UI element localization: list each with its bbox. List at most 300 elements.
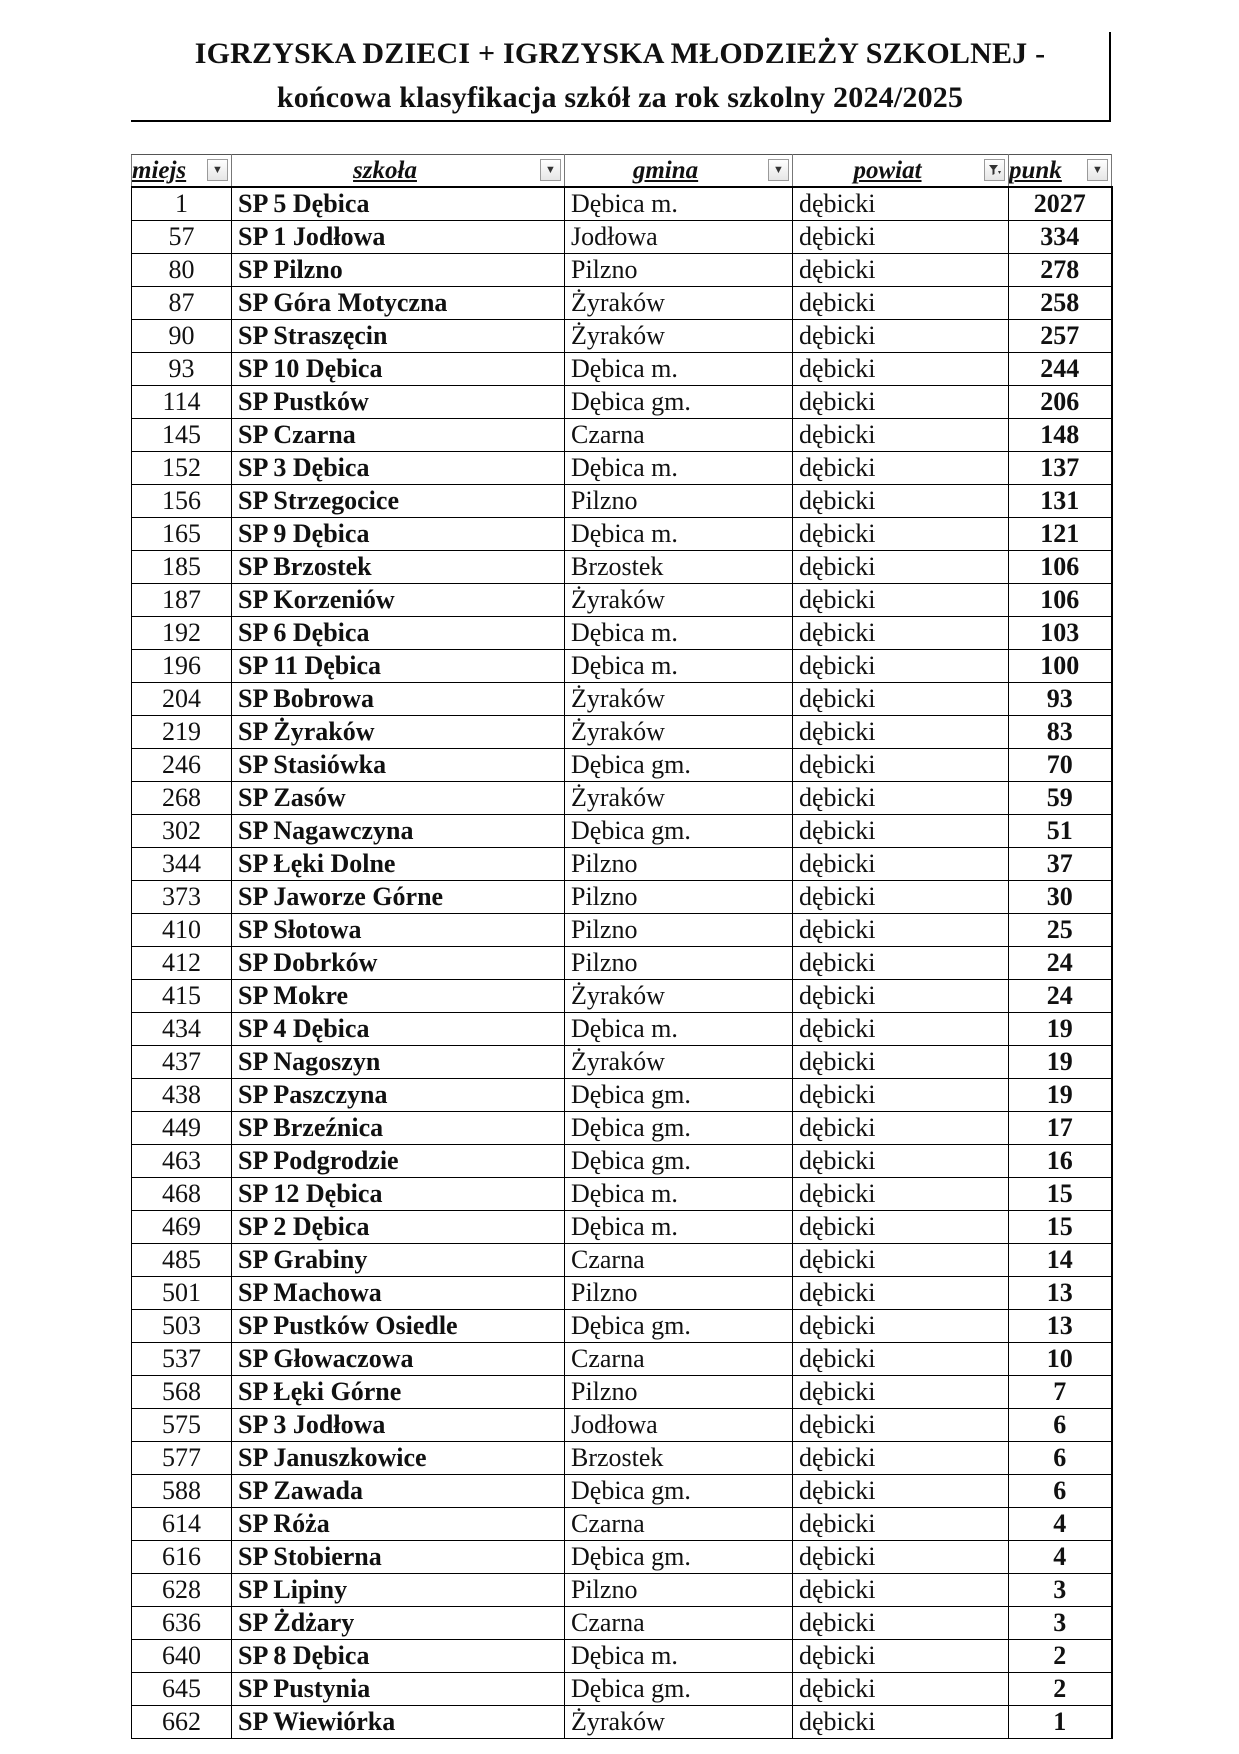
spreadsheet	[131, 32, 1111, 1739]
cell-rank[interactable]: 575	[132, 1409, 232, 1442]
cell-powiat[interactable]: dębicki	[793, 1475, 1009, 1508]
cell-school[interactable]: SP 3 Jodłowa	[232, 1409, 565, 1442]
cell-rank[interactable]: 302	[132, 815, 232, 848]
cell-gmina[interactable]: Czarna	[565, 1508, 793, 1541]
cell-gmina[interactable]: Żyraków	[565, 1046, 793, 1079]
table-row	[132, 617, 1112, 650]
cell-school[interactable]: SP Grabiny	[232, 1244, 565, 1277]
cell-points[interactable]: 334	[1009, 221, 1112, 254]
cell-points[interactable]: 148	[1009, 419, 1112, 452]
cell-points[interactable]: 19	[1009, 1079, 1112, 1112]
cell-gmina[interactable]: Żyraków	[565, 980, 793, 1013]
table-row	[132, 848, 1112, 881]
cell-powiat[interactable]: dębicki	[793, 980, 1009, 1013]
table-row	[132, 1211, 1112, 1244]
cell-school[interactable]: SP Góra Motyczna	[232, 287, 565, 320]
cell-rank[interactable]: 588	[132, 1475, 232, 1508]
cell-school[interactable]: SP Brzeźnica	[232, 1112, 565, 1145]
cell-points[interactable]: 4	[1009, 1541, 1112, 1574]
cell-points[interactable]: 137	[1009, 452, 1112, 485]
cell-powiat[interactable]: dębicki	[793, 287, 1009, 320]
cell-rank[interactable]: 246	[132, 749, 232, 782]
cell-gmina[interactable]: Czarna	[565, 1244, 793, 1277]
cell-rank[interactable]: 373	[132, 881, 232, 914]
cell-rank[interactable]: 187	[132, 584, 232, 617]
cell-points[interactable]: 100	[1009, 650, 1112, 683]
cell-points[interactable]: 15	[1009, 1178, 1112, 1211]
cell-school[interactable]: SP 8 Dębica	[232, 1640, 565, 1673]
cell-powiat[interactable]: dębicki	[793, 1079, 1009, 1112]
cell-points[interactable]: 70	[1009, 749, 1112, 782]
cell-gmina[interactable]: Dębica m.	[565, 353, 793, 386]
column-header-label: powiat	[853, 157, 922, 184]
cell-school[interactable]: SP Czarna	[232, 419, 565, 452]
cell-gmina[interactable]: Dębica gm.	[565, 1673, 793, 1706]
table-row	[132, 187, 1112, 221]
cell-points[interactable]: 244	[1009, 353, 1112, 386]
cell-gmina[interactable]: Pilzno	[565, 1376, 793, 1409]
table-row	[132, 485, 1112, 518]
cell-gmina[interactable]: Żyraków	[565, 683, 793, 716]
cell-points[interactable]: 2027	[1009, 187, 1112, 221]
cell-gmina[interactable]: Żyraków	[565, 320, 793, 353]
table-row	[132, 419, 1112, 452]
column-header-miejsce	[132, 155, 232, 188]
table-row	[132, 815, 1112, 848]
cell-powiat[interactable]: dębicki	[793, 485, 1009, 518]
cell-school[interactable]: SP 9 Dębica	[232, 518, 565, 551]
cell-gmina[interactable]: Pilzno	[565, 947, 793, 980]
cell-school[interactable]: SP Łęki Górne	[232, 1376, 565, 1409]
cell-school[interactable]: SP 10 Dębica	[232, 353, 565, 386]
table-row	[132, 980, 1112, 1013]
cell-rank[interactable]: 577	[132, 1442, 232, 1475]
table-row	[132, 518, 1112, 551]
dropdown-arrow-icon[interactable]: ▼	[1087, 159, 1108, 181]
table-row	[132, 1112, 1112, 1145]
results-table	[131, 154, 1113, 1739]
cell-rank[interactable]: 268	[132, 782, 232, 815]
cell-points[interactable]: 24	[1009, 980, 1112, 1013]
cell-rank[interactable]: 57	[132, 221, 232, 254]
table-row	[132, 1508, 1112, 1541]
cell-gmina[interactable]: Dębica m.	[565, 518, 793, 551]
cell-rank[interactable]: 114	[132, 386, 232, 419]
cell-powiat[interactable]: dębicki	[793, 1508, 1009, 1541]
table-row	[132, 1046, 1112, 1079]
column-header-punkty	[1009, 155, 1112, 188]
cell-gmina[interactable]: Pilzno	[565, 1277, 793, 1310]
table-row	[132, 1673, 1112, 1706]
cell-points[interactable]: 131	[1009, 485, 1112, 518]
cell-school[interactable]: SP Lipiny	[232, 1574, 565, 1607]
cell-points[interactable]: 59	[1009, 782, 1112, 815]
cell-rank[interactable]: 468	[132, 1178, 232, 1211]
cell-school[interactable]: SP Łęki Dolne	[232, 848, 565, 881]
table-row	[132, 1013, 1112, 1046]
cell-powiat[interactable]: dębicki	[793, 386, 1009, 419]
cell-rank[interactable]: 410	[132, 914, 232, 947]
cell-powiat[interactable]: dębicki	[793, 617, 1009, 650]
cell-rank[interactable]: 469	[132, 1211, 232, 1244]
table-row	[132, 353, 1112, 386]
empty-row	[131, 122, 1111, 154]
cell-powiat[interactable]: dębicki	[793, 1442, 1009, 1475]
cell-points[interactable]: 83	[1009, 716, 1112, 749]
cell-rank[interactable]: 93	[132, 353, 232, 386]
cell-powiat[interactable]: dębicki	[793, 947, 1009, 980]
cell-school[interactable]: SP Korzeniów	[232, 584, 565, 617]
cell-points[interactable]: 17	[1009, 1112, 1112, 1145]
cell-powiat[interactable]: dębicki	[793, 1343, 1009, 1376]
cell-points[interactable]: 206	[1009, 386, 1112, 419]
table-row	[132, 1178, 1112, 1211]
cell-points[interactable]: 3	[1009, 1607, 1112, 1640]
column-header-gmina	[565, 155, 793, 188]
cell-points[interactable]: 6	[1009, 1442, 1112, 1475]
cell-rank[interactable]: 503	[132, 1310, 232, 1343]
table-row	[132, 221, 1112, 254]
table-row	[132, 1244, 1112, 1277]
cell-powiat[interactable]: dębicki	[793, 221, 1009, 254]
cell-rank[interactable]: 449	[132, 1112, 232, 1145]
page-title: IGRZYSKA DZIECI + IGRZYSKA MŁODZIEŻY SZKOLNEJ -	[194, 37, 1046, 70]
cell-rank[interactable]: 87	[132, 287, 232, 320]
table-row	[132, 683, 1112, 716]
cell-powiat[interactable]: dębicki	[793, 848, 1009, 881]
cell-rank[interactable]: 463	[132, 1145, 232, 1178]
table-row	[132, 386, 1112, 419]
cell-powiat[interactable]: dębicki	[793, 1211, 1009, 1244]
cell-school[interactable]: SP 3 Dębica	[232, 452, 565, 485]
cell-gmina[interactable]: Żyraków	[565, 716, 793, 749]
cell-school[interactable]: SP Brzostek	[232, 551, 565, 584]
cell-gmina[interactable]: Pilzno	[565, 485, 793, 518]
column-header-szkola	[232, 155, 565, 188]
cell-gmina[interactable]: Pilzno	[565, 881, 793, 914]
cell-gmina[interactable]: Czarna	[565, 1343, 793, 1376]
table-row	[132, 1706, 1112, 1739]
cell-powiat[interactable]: dębicki	[793, 749, 1009, 782]
cell-powiat[interactable]: dębicki	[793, 815, 1009, 848]
cell-points[interactable]: 121	[1009, 518, 1112, 551]
cell-powiat[interactable]: dębicki	[793, 782, 1009, 815]
cell-school[interactable]: SP 5 Dębica	[232, 187, 565, 221]
cell-powiat[interactable]: dębicki	[793, 1112, 1009, 1145]
cell-gmina[interactable]: Żyraków	[565, 1706, 793, 1739]
cell-points[interactable]: 257	[1009, 320, 1112, 353]
cell-gmina[interactable]: Żyraków	[565, 287, 793, 320]
cell-powiat[interactable]: dębicki	[793, 187, 1009, 221]
column-header-powiat	[793, 155, 1009, 188]
cell-rank[interactable]: 412	[132, 947, 232, 980]
table-row	[132, 881, 1112, 914]
cell-school[interactable]: SP Paszczyna	[232, 1079, 565, 1112]
table-row	[132, 1475, 1112, 1508]
cell-points[interactable]: 4	[1009, 1508, 1112, 1541]
cell-points[interactable]: 3	[1009, 1574, 1112, 1607]
table-row	[132, 749, 1112, 782]
cell-points[interactable]: 6	[1009, 1475, 1112, 1508]
cell-school[interactable]: SP Stasiówka	[232, 749, 565, 782]
cell-points[interactable]: 106	[1009, 584, 1112, 617]
cell-points[interactable]: 278	[1009, 254, 1112, 287]
cell-powiat[interactable]: dębicki	[793, 1013, 1009, 1046]
cell-gmina[interactable]: Dębica m.	[565, 1211, 793, 1244]
column-header-label: punk	[1009, 157, 1062, 184]
cell-rank[interactable]: 537	[132, 1343, 232, 1376]
column-header-label: szkoła	[353, 157, 417, 184]
cell-school[interactable]: SP Żyraków	[232, 716, 565, 749]
cell-points[interactable]: 14	[1009, 1244, 1112, 1277]
cell-gmina[interactable]: Dębica m.	[565, 187, 793, 221]
cell-school[interactable]: SP Dobrków	[232, 947, 565, 980]
cell-gmina[interactable]: Dębica gm.	[565, 386, 793, 419]
cell-rank[interactable]: 1	[132, 187, 232, 221]
cell-powiat[interactable]: dębicki	[793, 1376, 1009, 1409]
table-row	[132, 1574, 1112, 1607]
cell-gmina[interactable]: Jodłowa	[565, 1409, 793, 1442]
cell-school[interactable]: SP Głowaczowa	[232, 1343, 565, 1376]
cell-points[interactable]: 93	[1009, 683, 1112, 716]
cell-school[interactable]: SP Zasów	[232, 782, 565, 815]
table-row	[132, 716, 1112, 749]
table-row	[132, 1640, 1112, 1673]
cell-gmina[interactable]: Dębica gm.	[565, 1079, 793, 1112]
cell-gmina[interactable]: Czarna	[565, 419, 793, 452]
cell-points[interactable]: 6	[1009, 1409, 1112, 1442]
cell-school[interactable]: SP Stobierna	[232, 1541, 565, 1574]
cell-points[interactable]: 19	[1009, 1046, 1112, 1079]
cell-rank[interactable]: 415	[132, 980, 232, 1013]
cell-gmina[interactable]: Dębica m.	[565, 1178, 793, 1211]
cell-school[interactable]: SP Nagawczyna	[232, 815, 565, 848]
column-header-label: miejs	[132, 157, 187, 184]
cell-school[interactable]: SP Podgrodzie	[232, 1145, 565, 1178]
cell-school[interactable]: SP Bobrowa	[232, 683, 565, 716]
cell-powiat[interactable]: dębicki	[793, 1046, 1009, 1079]
cell-gmina[interactable]: Pilzno	[565, 848, 793, 881]
cell-powiat[interactable]: dębicki	[793, 320, 1009, 353]
table-row	[132, 1277, 1112, 1310]
cell-points[interactable]: 258	[1009, 287, 1112, 320]
cell-gmina[interactable]: Żyraków	[565, 584, 793, 617]
cell-school[interactable]: SP Zawada	[232, 1475, 565, 1508]
cell-points[interactable]: 30	[1009, 881, 1112, 914]
cell-gmina[interactable]: Dębica gm.	[565, 815, 793, 848]
cell-school[interactable]: SP Żdżary	[232, 1607, 565, 1640]
cell-rank[interactable]: 219	[132, 716, 232, 749]
cell-powiat[interactable]: dębicki	[793, 1277, 1009, 1310]
cell-points[interactable]: 2	[1009, 1673, 1112, 1706]
cell-gmina[interactable]: Brzostek	[565, 551, 793, 584]
cell-powiat[interactable]: dębicki	[793, 881, 1009, 914]
cell-gmina[interactable]: Dębica m.	[565, 1013, 793, 1046]
table-row	[132, 551, 1112, 584]
cell-rank[interactable]: 204	[132, 683, 232, 716]
cell-rank[interactable]: 485	[132, 1244, 232, 1277]
cell-gmina[interactable]: Pilzno	[565, 254, 793, 287]
cell-points[interactable]: 16	[1009, 1145, 1112, 1178]
cell-gmina[interactable]: Dębica m.	[565, 650, 793, 683]
cell-gmina[interactable]: Dębica m.	[565, 1640, 793, 1673]
cell-points[interactable]: 106	[1009, 551, 1112, 584]
table-row	[132, 1079, 1112, 1112]
table-row	[132, 782, 1112, 815]
cell-rank[interactable]: 645	[132, 1673, 232, 1706]
cell-rank[interactable]: 628	[132, 1574, 232, 1607]
cell-rank[interactable]: 501	[132, 1277, 232, 1310]
cell-rank[interactable]: 185	[132, 551, 232, 584]
table-row	[132, 320, 1112, 353]
cell-rank[interactable]: 614	[132, 1508, 232, 1541]
cell-school[interactable]: SP Pustynia	[232, 1673, 565, 1706]
cell-rank[interactable]: 80	[132, 254, 232, 287]
cell-rank[interactable]: 640	[132, 1640, 232, 1673]
cell-gmina[interactable]: Żyraków	[565, 782, 793, 815]
table-row	[132, 947, 1112, 980]
table-row	[132, 1442, 1112, 1475]
cell-powiat[interactable]: dębicki	[793, 683, 1009, 716]
cell-school[interactable]: SP Pustków Osiedle	[232, 1310, 565, 1343]
cell-gmina[interactable]: Pilzno	[565, 1574, 793, 1607]
header-row	[132, 155, 1112, 188]
cell-rank[interactable]: 90	[132, 320, 232, 353]
cell-rank[interactable]: 434	[132, 1013, 232, 1046]
cell-rank[interactable]: 165	[132, 518, 232, 551]
cell-powiat[interactable]: dębicki	[793, 1145, 1009, 1178]
cell-school[interactable]: SP Jaworze Górne	[232, 881, 565, 914]
cell-powiat[interactable]: dębicki	[793, 1706, 1009, 1739]
cell-rank[interactable]: 437	[132, 1046, 232, 1079]
cell-gmina[interactable]: Dębica gm.	[565, 1310, 793, 1343]
cell-powiat[interactable]: dębicki	[793, 518, 1009, 551]
cell-powiat[interactable]: dębicki	[793, 1673, 1009, 1706]
table-row	[132, 287, 1112, 320]
cell-points[interactable]: 2	[1009, 1640, 1112, 1673]
cell-gmina[interactable]: Dębica gm.	[565, 1541, 793, 1574]
table-row	[132, 914, 1112, 947]
cell-points[interactable]: 25	[1009, 914, 1112, 947]
cell-powiat[interactable]: dębicki	[793, 1244, 1009, 1277]
cell-rank[interactable]: 636	[132, 1607, 232, 1640]
cell-powiat[interactable]: dębicki	[793, 254, 1009, 287]
cell-powiat[interactable]: dębicki	[793, 1178, 1009, 1211]
table-row	[132, 1409, 1112, 1442]
cell-powiat[interactable]: dębicki	[793, 650, 1009, 683]
cell-school[interactable]: SP Machowa	[232, 1277, 565, 1310]
cell-points[interactable]: 37	[1009, 848, 1112, 881]
column-header-label: gmina	[632, 157, 699, 184]
table-row	[132, 1541, 1112, 1574]
cell-gmina[interactable]: Pilzno	[565, 914, 793, 947]
cell-rank[interactable]: 438	[132, 1079, 232, 1112]
cell-school[interactable]: SP 1 Jodłowa	[232, 221, 565, 254]
cell-powiat[interactable]: dębicki	[793, 716, 1009, 749]
filter-active-icon[interactable]	[984, 159, 1005, 181]
cell-points[interactable]: 19	[1009, 1013, 1112, 1046]
cell-powiat[interactable]: dębicki	[793, 1310, 1009, 1343]
table-row	[132, 254, 1112, 287]
cell-powiat[interactable]: dębicki	[793, 914, 1009, 947]
cell-school[interactable]: SP Straszęcin	[232, 320, 565, 353]
cell-school[interactable]: SP 6 Dębica	[232, 617, 565, 650]
dropdown-arrow-icon[interactable]: ▼	[768, 159, 789, 181]
cell-points[interactable]: 103	[1009, 617, 1112, 650]
table-row	[132, 1343, 1112, 1376]
page-subtitle: końcowa klasyfikacja szkół za rok szkolny 2024/2025	[276, 81, 964, 114]
cell-powiat[interactable]: dębicki	[793, 1574, 1009, 1607]
dropdown-arrow-icon[interactable]: ▼	[540, 159, 561, 181]
cell-gmina[interactable]: Dębica m.	[565, 452, 793, 485]
cell-gmina[interactable]: Brzostek	[565, 1442, 793, 1475]
cell-points[interactable]: 24	[1009, 947, 1112, 980]
cell-rank[interactable]: 156	[132, 485, 232, 518]
cell-gmina[interactable]: Jodłowa	[565, 221, 793, 254]
cell-gmina[interactable]: Dębica m.	[565, 617, 793, 650]
cell-school[interactable]: SP Słotowa	[232, 914, 565, 947]
cell-powiat[interactable]: dębicki	[793, 1640, 1009, 1673]
cell-school[interactable]: SP 11 Dębica	[232, 650, 565, 683]
cell-school[interactable]: SP Strzegocice	[232, 485, 565, 518]
cell-gmina[interactable]: Dębica gm.	[565, 1475, 793, 1508]
cell-rank[interactable]: 616	[132, 1541, 232, 1574]
cell-school[interactable]: SP 4 Dębica	[232, 1013, 565, 1046]
cell-points[interactable]: 7	[1009, 1376, 1112, 1409]
cell-school[interactable]: SP Nagoszyn	[232, 1046, 565, 1079]
cell-points[interactable]: 51	[1009, 815, 1112, 848]
table-row	[132, 584, 1112, 617]
cell-school[interactable]: SP Januszkowice	[232, 1442, 565, 1475]
cell-rank[interactable]: 192	[132, 617, 232, 650]
cell-powiat[interactable]: dębicki	[793, 1607, 1009, 1640]
cell-school[interactable]: SP 12 Dębica	[232, 1178, 565, 1211]
cell-points[interactable]: 15	[1009, 1211, 1112, 1244]
cell-school[interactable]: SP Pilzno	[232, 254, 565, 287]
dropdown-arrow-icon[interactable]: ▼	[207, 159, 228, 181]
cell-powiat[interactable]: dębicki	[793, 1541, 1009, 1574]
cell-powiat[interactable]: dębicki	[793, 452, 1009, 485]
cell-points[interactable]: 13	[1009, 1277, 1112, 1310]
cell-powiat[interactable]: dębicki	[793, 419, 1009, 452]
cell-powiat[interactable]: dębicki	[793, 1409, 1009, 1442]
cell-gmina[interactable]: Czarna	[565, 1607, 793, 1640]
cell-rank[interactable]: 145	[132, 419, 232, 452]
cell-rank[interactable]: 344	[132, 848, 232, 881]
cell-powiat[interactable]: dębicki	[793, 584, 1009, 617]
cell-points[interactable]: 10	[1009, 1343, 1112, 1376]
cell-school[interactable]: SP Wiewiórka	[232, 1706, 565, 1739]
cell-rank[interactable]: 196	[132, 650, 232, 683]
cell-gmina[interactable]: Dębica gm.	[565, 749, 793, 782]
cell-points[interactable]: 13	[1009, 1310, 1112, 1343]
cell-powiat[interactable]: dębicki	[793, 551, 1009, 584]
cell-points[interactable]: 1	[1009, 1706, 1112, 1739]
cell-school[interactable]: SP Mokre	[232, 980, 565, 1013]
table-row	[132, 1310, 1112, 1343]
cell-rank[interactable]: 152	[132, 452, 232, 485]
cell-school[interactable]: SP Pustków	[232, 386, 565, 419]
cell-gmina[interactable]: Dębica gm.	[565, 1145, 793, 1178]
cell-rank[interactable]: 662	[132, 1706, 232, 1739]
cell-gmina[interactable]: Dębica gm.	[565, 1112, 793, 1145]
cell-school[interactable]: SP Róża	[232, 1508, 565, 1541]
cell-rank[interactable]: 568	[132, 1376, 232, 1409]
cell-school[interactable]: SP 2 Dębica	[232, 1211, 565, 1244]
cell-powiat[interactable]: dębicki	[793, 353, 1009, 386]
table-row	[132, 452, 1112, 485]
table-row	[132, 1145, 1112, 1178]
